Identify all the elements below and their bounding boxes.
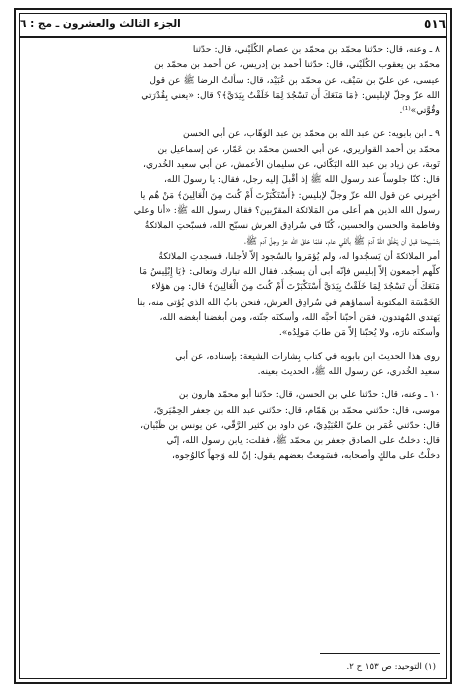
text-line: ٨ ـ وعنه، قال: حدّثنا محمّد بن محمّد بن عصام الكُلَيْني، قال: حدّثنا: [192, 44, 440, 55]
text-line: وفاطمة والحسن والحسين، كُنّا في سُرادِق العرش نسبّح الله، فسبّحتِ الملائكةُ: [144, 220, 440, 232]
text-line: مَنَعَكَ أَن تَسْجُدَ لِمَا خَلَقْتُ بِيَدَيَّ أَسْتَكْبَرْتَ أَمْ كُنتَ مِنَ الْعَالِينَ﴾ قال: مِن هؤلاء: [151, 281, 440, 293]
text-line: رسول الله الذين هم أعلى من المَلائكة المقرّبين؟ فقال رسول الله ﷺ: «أنا وعلي: [133, 204, 440, 216]
hadith-paragraph-9: [26, 126, 440, 340]
page-header: [20, 14, 446, 34]
header-divider: [20, 36, 446, 38]
text-line: قال: دخلتُ على الصادق جعفر بن محمّد ﷺ، فقلت: يابن رسول الله، إنّي: [166, 435, 440, 447]
running-title: الجزء الثالث والعشرون ـ مج : ٦: [20, 18, 181, 30]
text-line: قال: حدّثني عُمَر بن عليّ العُبَيْدِيّ، عن داود بن كثير الرَّقّي، عن يونس بن ظَبْيان،: [140, 419, 440, 431]
text-line: أمر الملائكةَ أن يَسجُدوا له، ولم يُؤمَروا بالسُجود إلاّ لأجلنا، فسجدتِ الملائكةُ: [158, 250, 440, 262]
text-line: قال: كنّا جلوساً عند رسول الله ﷺ إذ أقْبلَ إليه رجل، فقال: يا رسولَ الله،: [163, 174, 440, 186]
text-line: روى هذا الحديث ابن بابويه في كتاب بِشارات الشيعة: بإسناده، عن أبي: [175, 350, 440, 362]
paragraph-gap: [26, 118, 440, 126]
text-line: الله عزّ وجلّ لإبليس: ﴿مَا مَنَعَكَ أَن تَسْجُدَ لِمَا خَلَقْتُ بِيَدَيَّ﴾؟ قال: «يعني بِقُدْرَتي: [141, 89, 440, 101]
hadith-paragraph-10: [26, 387, 440, 463]
text-line: يَهتدي المُهتدون، فمَن أحبّنا أحبَّه الله، وأسكنَه جنّته، ومن أبغضنا أبغضه الله،: [159, 312, 440, 324]
text-line: وقُوَّتي»⁽¹⁾.: [399, 105, 440, 117]
text-line: بتَسْبيحنا قبل أن يَخْلُقَ اللهُ آدمَ ﷺ بألفَي عام. فلمّا خلقَ الله عزّ وجلّ آدم ﷺ،: [244, 235, 440, 247]
text-line: محمّد بن أحمد القواريري، عن أبي الحسن محمّد بن عَمّار، عن إسماعيل بن: [157, 143, 440, 155]
footnote-divider: [320, 653, 440, 654]
narration-note-paragraph: [26, 349, 440, 380]
text-line: أخبِرني عن قول الله عزّ وجلّ لإبليس: ﴿أَسْتَكْبَرْتَ أَمْ كُنتَ مِنَ الْعَالِينَ﴾ مَنْ هُم يا: [140, 189, 440, 201]
text-line: عيسى، عن عليّ بن سَيْف، عن محمّد بن عُبَيْد، قال: سألتُ الرضا ﷺ عن قول: [149, 74, 440, 86]
hadith-paragraph-8: [26, 42, 440, 118]
footnote: (١) التوحيد: ص ١٥٣ ح ٢.: [346, 662, 436, 672]
text-line: دخلْتُ على مالكٍ وأصحابه، فسَمِعتُ بعضهم يقول: إنّ لله وَجهاً كالوُجوه،: [172, 450, 440, 462]
text-line: تَوبة، عن زياد بن عبد الله البَكّائي، عن سليمان الأعمش، عن أبي سعيد الخُدري،: [143, 159, 440, 171]
text-line: موسى، قال: حدّثني محمّد بن هَمّام، قال: حدّثني عبد الله بن جعفر الحِمْيَريّ،: [153, 404, 440, 416]
text-line: كلّهم أجمعون إلاّ إبليس فإنّه أبى أن يسجُد. فقال الله تبارك وتعالى: ﴿يَا إِبْلِيسُ مَا: [139, 266, 440, 278]
page-body: [26, 42, 440, 682]
text-line: سعيد الخُدري، عن رسول الله ﷺ، الحديث بعينه.: [257, 365, 440, 377]
text-line: وأسكنَه نارَه، ولا يُحبّنا إلاّ مَن طابَ مَولِدُه».: [278, 327, 440, 339]
text-line: محمّد بن يعقوب الكُلَيْني، قال: حدّثنا أحمد بن إدريس، عن أحمد بن محمّد بن: [154, 59, 440, 71]
page-number: ٥١٦: [424, 17, 446, 31]
paragraph-gap: [26, 379, 440, 387]
text-line: ١٠ ـ وعنه، قال: حدّثنا علي بن الحسن، قال: حدّثنا أبو محمّد هارون بن: [178, 389, 440, 401]
text-line: ٩ ـ ابن بابويه: عن عبد الله بن محمّد بن عبد الوَهّاب، عن أبي الحسن: [183, 128, 440, 140]
text-line: الخَمْسَة المكتوبة أسماؤهم في سُرادِق العرش، فنحن بابُ الله الذي يُؤتى منه، بنا: [137, 296, 440, 308]
page-frame: [14, 8, 452, 684]
paragraph-gap: [26, 341, 440, 349]
